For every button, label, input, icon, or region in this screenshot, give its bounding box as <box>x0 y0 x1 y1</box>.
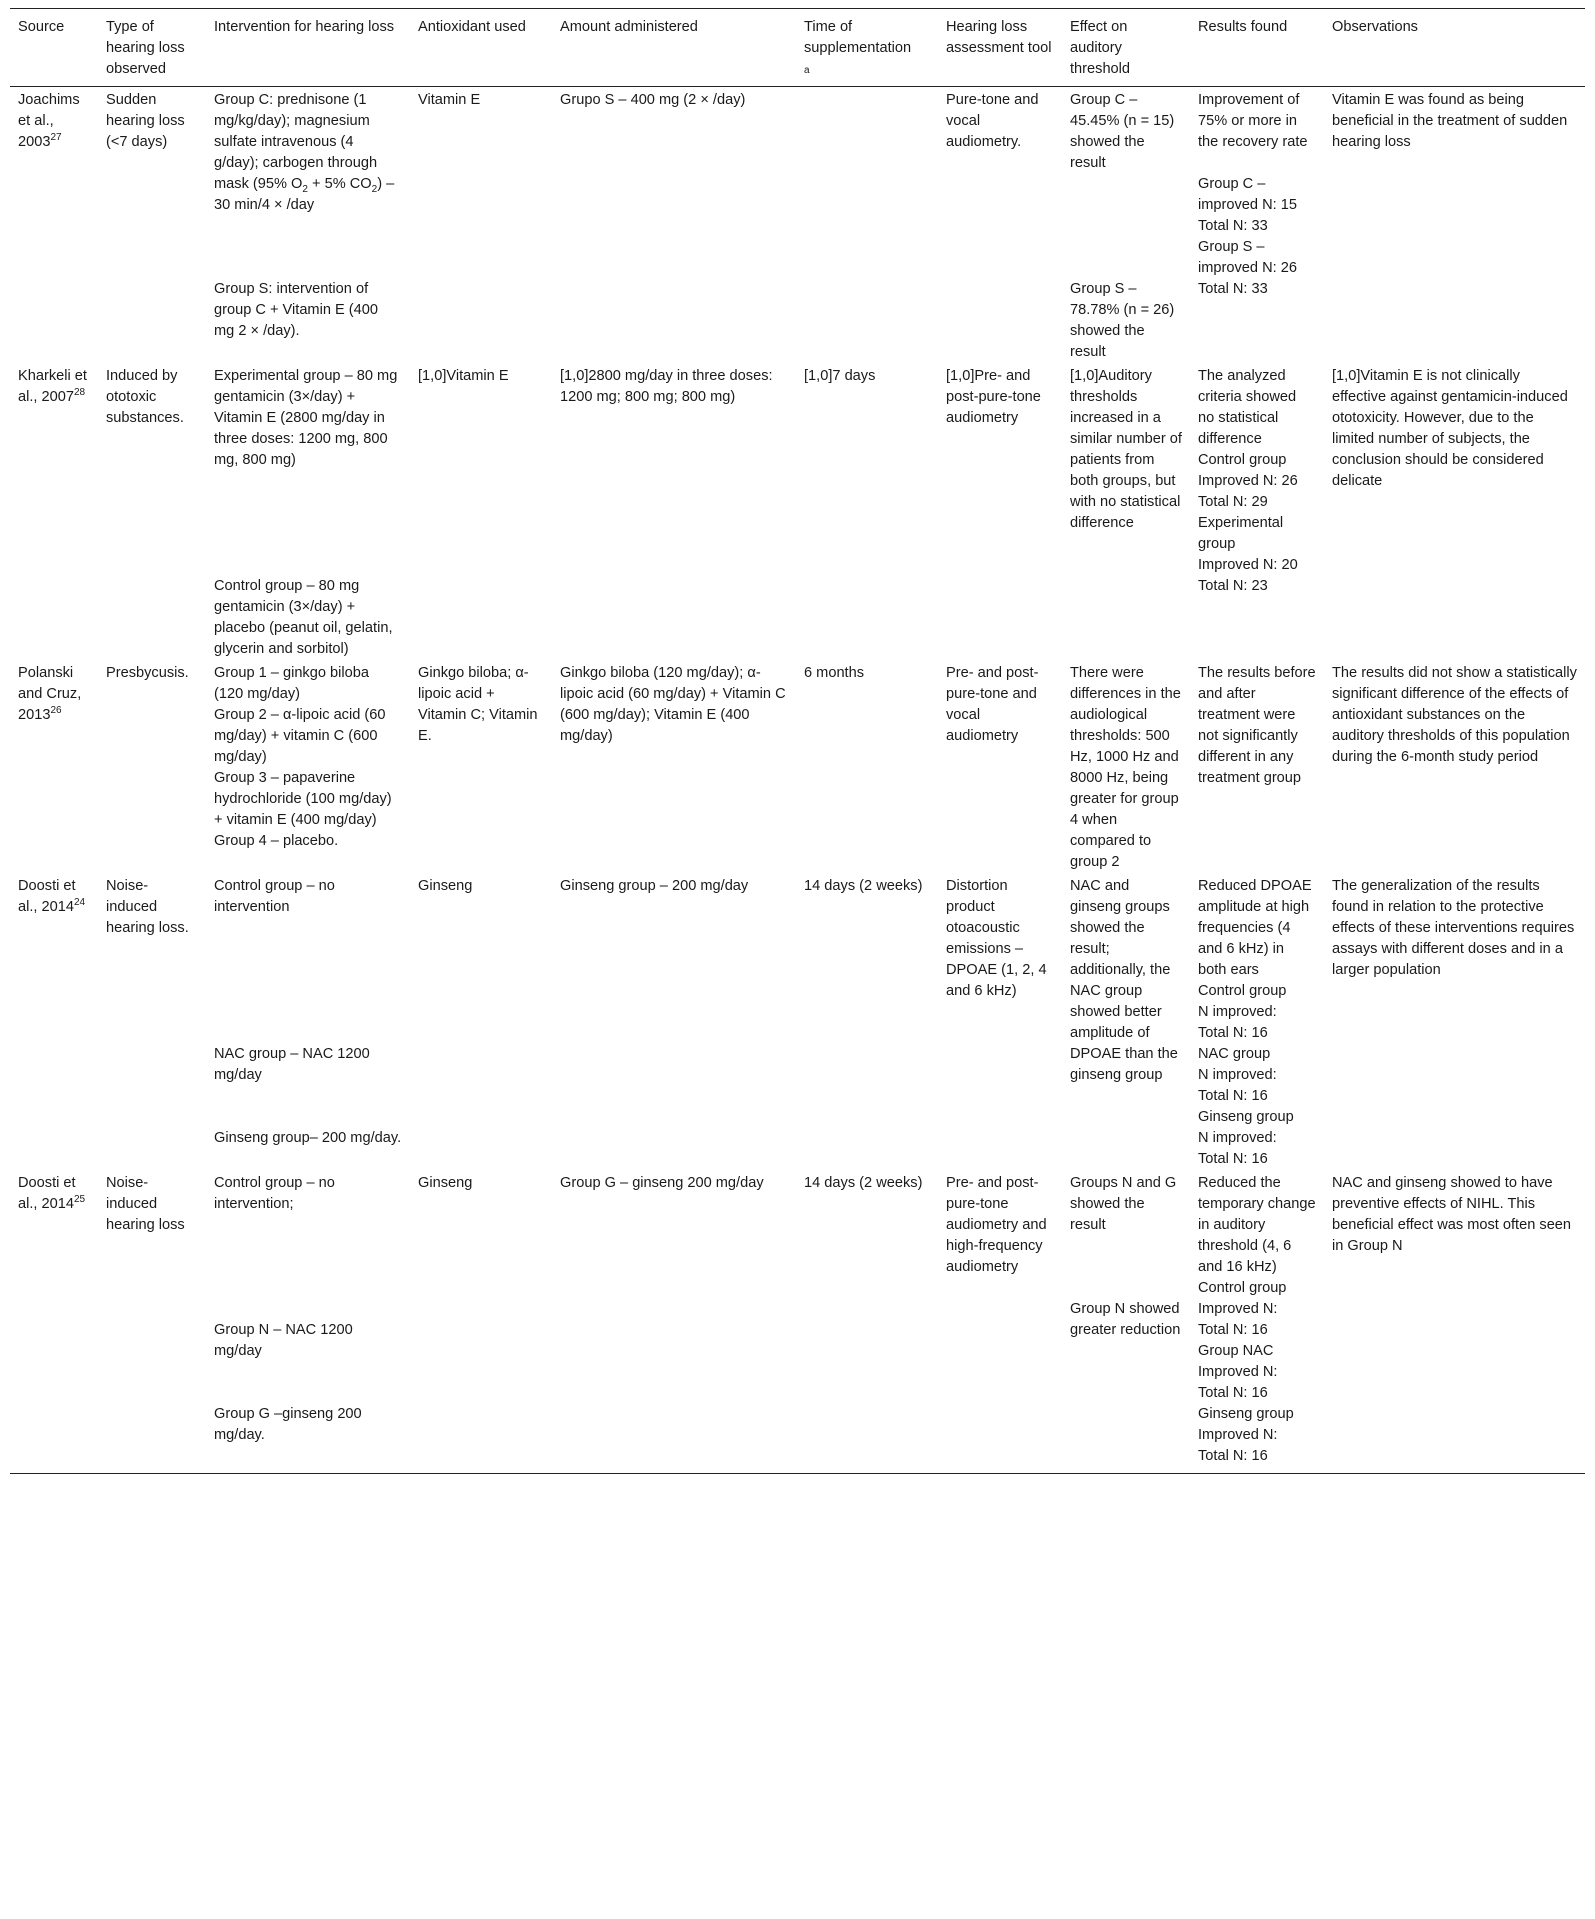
cell-effect: There were differences in the audiological thresholds: 500 Hz, 1000 Hz and 8000 Hz, being greater for group 4 when compared to group 2 <box>1070 665 1181 870</box>
footnote-mark: a <box>804 65 810 76</box>
table-row <box>10 873 1585 1170</box>
cell-intervention: Group 1 – ginkgo biloba (120 mg/day) Group 2 – α-lipoic acid (60 mg/day) + vitamin C (600 mg/day) Group 3 – papaverine hydrochloride (100 mg/day) + vitamin E (400 mg/day) Group 4 – placebo. <box>214 665 392 849</box>
cell-amount: [1,0]2800 mg/day in three doses: 1200 mg; 800 mg; 800 mg) <box>560 368 773 405</box>
cell-intervention: Control group – no intervention NAC group – NAC 1200 mg/day Ginseng group– 200 mg/day. <box>214 878 402 1146</box>
cell-effect: NAC and ginseng groups showed the result; additionally, the NAC group showed better amplitude of DPOAE than the ginseng group <box>1070 878 1178 1083</box>
cell-intervention: Control group – no intervention; Group N – NAC 1200 mg/day Group G –ginseng 200 mg/day. <box>206 1170 410 1474</box>
cell-tool: Pre- and post-pure-tone audiometry and high-frequency audiometry <box>938 1170 1062 1474</box>
cell-time: 14 days (2 weeks) <box>804 878 923 894</box>
col-header-tool: Hearing loss assessment tool <box>938 9 1062 87</box>
cell-antioxidant: Ginkgo biloba; α-lipoic acid + Vitamin C; Vitamin E. <box>418 665 538 744</box>
cell-time: [1,0]7 days <box>804 368 876 384</box>
cell-amount: Group G – ginseng 200 mg/day <box>552 1170 796 1474</box>
studies-table <box>10 8 1585 1474</box>
cell-observations: The generalization of the results found in relation to the protective effects of these interventions requires assays with different doses and in a larger population <box>1332 878 1575 978</box>
col-header-antioxidant: Antioxidant used <box>410 9 552 87</box>
cell-observations: NAC and ginseng showed to have preventive effects of NIHL. This beneficial effect was most often seen in Group N <box>1324 1170 1585 1474</box>
cell-source: Kharkeli et al., 2007$^{28}$ <box>18 368 87 405</box>
cell-effect: Groups N and G showed the result Group N showed greater reduction <box>1062 1170 1190 1474</box>
col-header-effect: Effect on auditory threshold <box>1062 9 1190 87</box>
table-row <box>10 1170 1585 1474</box>
cell-source: Doosti et al., 2014$^{25}$ <box>10 1170 98 1474</box>
cell-results: The results before and after treatment were not significantly different in any treatment group <box>1198 665 1316 786</box>
cell-type: Noise-induced hearing loss. <box>106 878 189 936</box>
cell-results: The analyzed criteria showed no statistical difference Control group Improved N: 26 Total N: 29 Experimental group Improved N: 20 Total N: 23 <box>1198 368 1298 594</box>
cell-source: Joachims et al., 2003$^{27}$ <box>18 92 80 150</box>
table-header-row <box>10 9 1585 87</box>
cell-type: Induced by ototoxic substances. <box>106 368 184 426</box>
col-header-source: Source <box>10 9 98 87</box>
cell-type: Sudden hearing loss (<7 days) <box>106 92 185 150</box>
col-header-time: Time of supplementation a <box>796 9 938 87</box>
col-header-results: Results found <box>1190 9 1324 87</box>
intervention-group-s: Group S: intervention of group C + Vitamin E (400 mg 2 × /day). <box>214 281 379 339</box>
cell-intervention <box>206 87 410 364</box>
cell-results: Improvement of 75% or more in the recovery rate Group C – improved N: 15 Total N: 33 Group S – improved N: 26 Total N: 33 <box>1198 92 1308 297</box>
cell-observations: Vitamin E was found as being beneficial in the treatment of sudden hearing loss <box>1332 92 1568 150</box>
cell-antioxidant: Ginseng <box>418 878 473 894</box>
cell-type: Noise-induced hearing loss <box>98 1170 206 1474</box>
cell-time: 14 days (2 weeks) <box>796 1170 938 1474</box>
table-row <box>10 660 1585 873</box>
cell-results: Reduced DPOAE amplitude at high frequencies (4 and 6 kHz) in both ears Control group N improved: Total N: 16 NAC group N improved: Total N: 16 Ginseng group N improved: Total N: 16 <box>1198 878 1312 1167</box>
table-row <box>10 87 1585 364</box>
cell-type: Presbycusis. <box>106 665 189 681</box>
cell-tool: Distortion product otoacoustic emissions – DPOAE (1, 2, 4 and 6 kHz) <box>946 878 1047 999</box>
table-row <box>10 363 1585 660</box>
cell-intervention: Experimental group – 80 mg gentamicin (3×/day) + Vitamin E (2800 mg/day in three doses: 1200 mg, 800 mg, 800 mg) Control group – 80 mg gentamicin (3×/day) + placebo (peanut oil, gelatin, glycerin and sorbitol) <box>214 368 398 657</box>
cell-observations: [1,0]Vitamin E is not clinically effective against gentamicin-induced ototoxicity. However, due to the limited number of subjects, the conclusion should be considered delicate <box>1332 368 1568 489</box>
cell-amount: Grupo S – 400 mg (2 × /day) <box>560 92 746 108</box>
cell-tool: Pure-tone and vocal audiometry. <box>946 92 1039 150</box>
cell-time <box>796 87 938 364</box>
intervention-group-c: Group C: prednisone (1 mg/kg/day); magnesium sulfate intravenous (4 g/day); carbogen through mask (95% $O_2 + 5\%$ $CO_2) - 30$ min/4 × /day <box>214 92 395 213</box>
cell-observations: The results did not show a statistically significant difference of the effects of antioxidant substances on the auditory thresholds of this population during the 6-month study period <box>1332 665 1577 765</box>
cell-amount: Ginkgo biloba (120 mg/day); α-lipoic acid (60 mg/day) + Vitamin C (600 mg/day); Vitamin E (400 mg/day) <box>560 665 786 744</box>
cell-time: 6 months <box>804 665 865 681</box>
cell-antioxidant: [1,0]Vitamin E <box>418 368 509 384</box>
col-header-type: Type of hearing loss observed <box>98 9 206 87</box>
cell-results: Reduced the temporary change in auditory threshold (4, 6 and 16 kHz) Control group Improved N: Total N: 16 Group NAC Improved N: Total N: 16 Ginseng group Improved N: Total N: 16 <box>1190 1170 1324 1474</box>
cell-source: Polanski and Cruz, 2013$^{26}$ <box>18 665 82 723</box>
cell-amount: Ginseng group – 200 mg/day <box>560 878 749 894</box>
cell-effect: [1,0]Auditory thresholds increased in a similar number of patients from both groups, but with no statistical difference <box>1070 368 1182 531</box>
cell-tool: [1,0]Pre- and post-pure-tone audiometry <box>946 368 1041 426</box>
col-header-intervention: Intervention for hearing loss <box>206 9 410 87</box>
col-header-amount: Amount administered <box>552 9 796 87</box>
cell-effect: Group C – 45.45% (n = 15) showed the result Group S – 78.78% (n = 26) showed the result <box>1070 92 1175 360</box>
cell-antioxidant: Vitamin E <box>418 92 481 108</box>
cell-source: Doosti et al., 2014$^{24}$ <box>18 878 86 915</box>
col-header-observations: Observations <box>1324 9 1585 87</box>
cell-tool: Pre- and post-pure-tone and vocal audiometry <box>946 665 1039 744</box>
cell-antioxidant: Ginseng <box>410 1170 552 1474</box>
